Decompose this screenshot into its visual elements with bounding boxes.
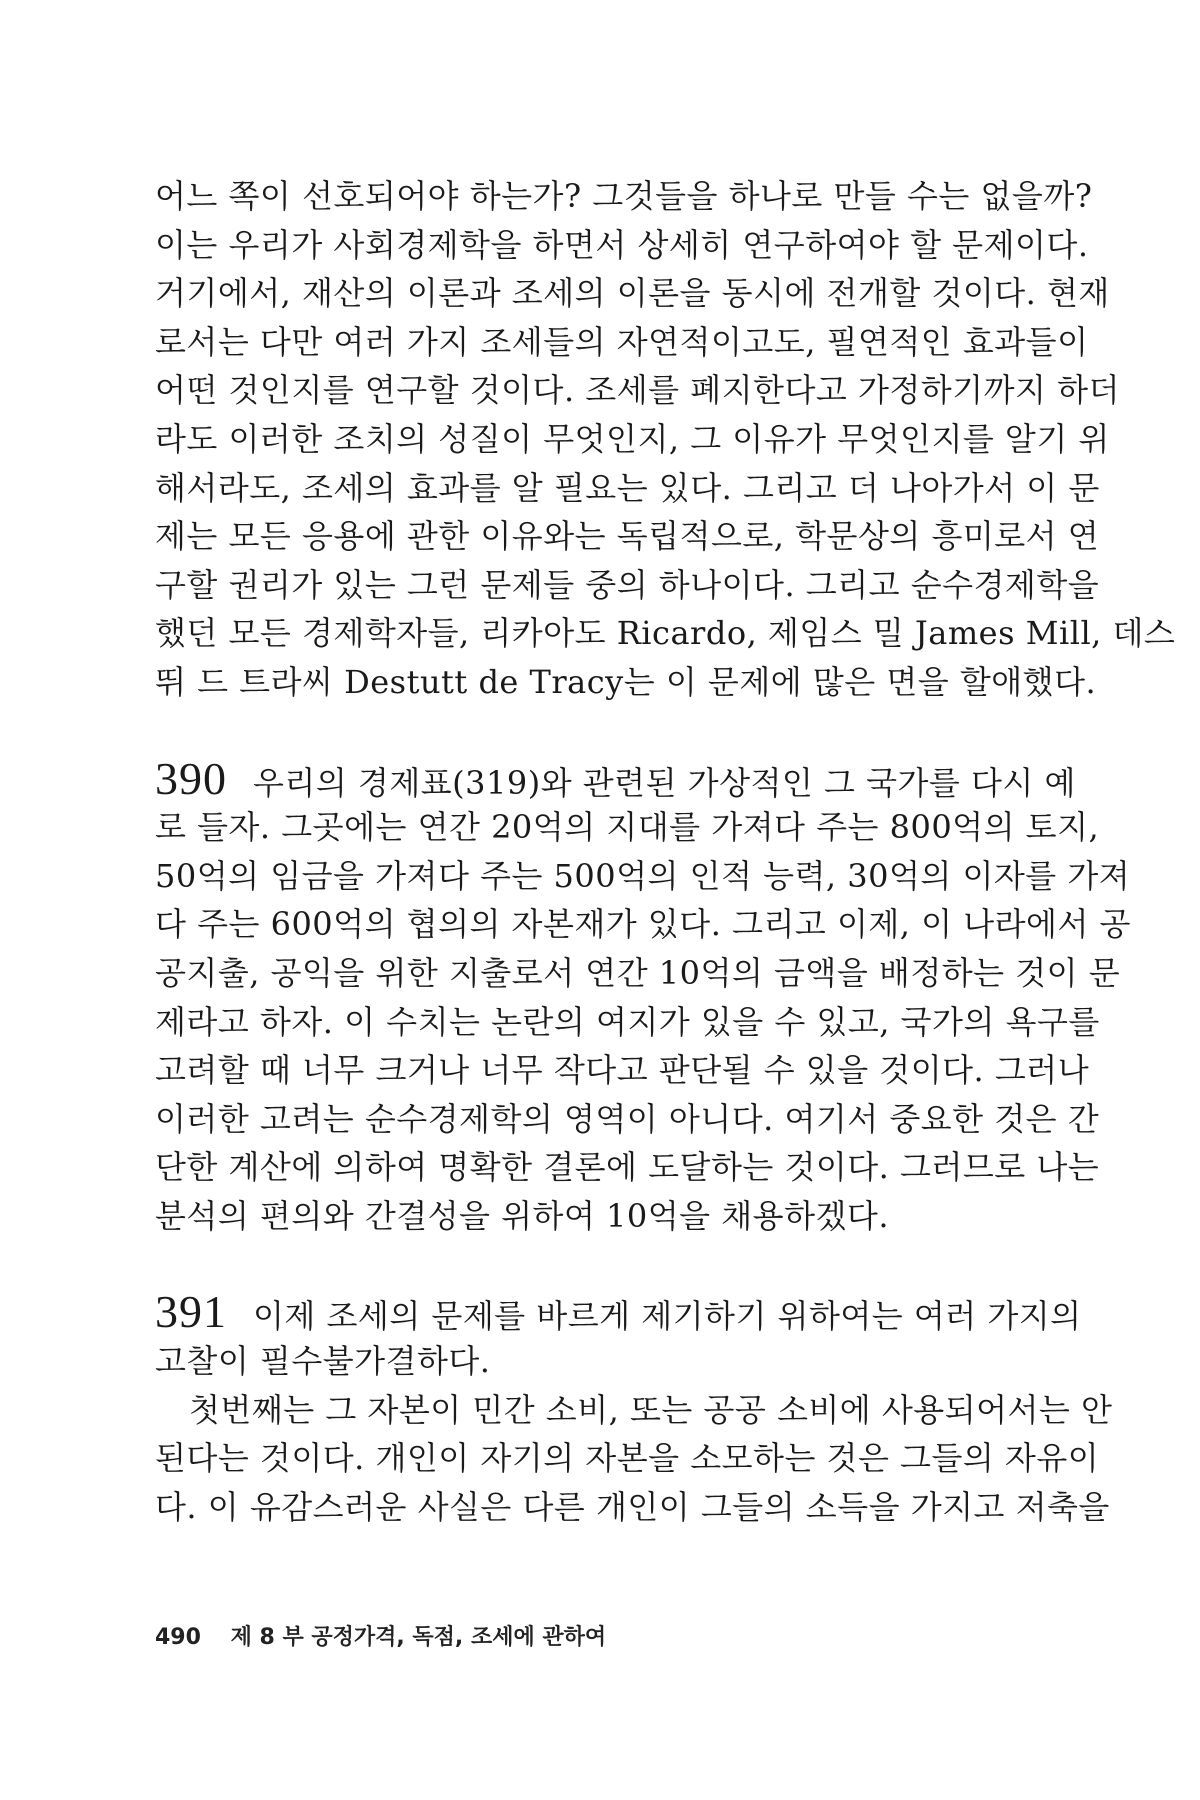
text-line: 이는 우리가 사회경제학을 하면서 상세히 연구하여야 할 문제이다. — [155, 225, 1089, 264]
text-line — [155, 1286, 1082, 1338]
page-footer — [155, 1620, 606, 1651]
text-line: 해서라도, 조세의 효과를 알 필요는 있다. 그리고 더 나아가서 이 문 — [155, 468, 1100, 507]
text-line: 로 들자. 그곳에는 연간 20억의 지대를 가져다 주는 800억의 토지, — [155, 808, 1100, 847]
text-line: 공지출, 공익을 위한 지출로서 연간 10억의 금액을 배정하는 것이 문 — [155, 953, 1121, 992]
text-line: 뛰 드 트라씨 Destutt de Tracy는 이 문제에 많은 면을 할애했다. — [155, 662, 1097, 701]
paragraph-gap — [155, 1240, 1050, 1288]
text-line: 고찰이 필수불가결하다. — [155, 1342, 491, 1381]
text-line: 첫번째는 그 자본이 민간 소비, 또는 공공 소비에 사용되어서는 안 — [189, 1390, 1113, 1429]
text-line: 했던 모든 경제학자들, 리카아도 Ricardo, 제임스 밀 James Mill, 데스 — [155, 614, 1176, 653]
text-line: 된다는 것이다. 개인이 자기의 자본을 소모하는 것은 그들의 자유이 — [155, 1439, 1100, 1478]
text-line: 제라고 하자. 이 수치는 논란의 여지가 있을 수 있고, 국가의 욕구를 — [155, 1002, 1100, 1041]
text-line-content: 우리의 경제표(319)와 관련된 가상적인 그 국가를 다시 예 — [253, 763, 1076, 802]
text-line: 어떤 것인지를 연구할 것이다. 조세를 폐지한다고 가정하기까지 하더 — [155, 371, 1120, 410]
section-number: 390 — [155, 752, 227, 804]
paragraph-first-point — [155, 1386, 1113, 1532]
section-number: 391 — [155, 1286, 227, 1338]
paragraph-gap — [155, 707, 1050, 755]
text-line: 라도 이러한 조치의 성질이 무엇인지, 그 이유가 무엇인지를 알기 위 — [155, 419, 1110, 458]
text-line: 제는 모든 응용에 관한 이유와는 독립적으로, 학문상의 흥미로서 연 — [155, 517, 1100, 556]
text-line: 다. 이 유감스러운 사실은 다른 개인이 그들의 소득을 가지고 저축을 — [155, 1487, 1110, 1526]
text-line: 다 주는 600억의 협의의 자본재가 있다. 그리고 이제, 이 나라에서 공 — [155, 905, 1131, 944]
text-line — [155, 752, 1076, 804]
text-line: 50억의 임금을 가져다 주는 500억의 인적 능력, 30억의 이자를 가져 — [155, 856, 1131, 895]
page-number: 490 — [155, 1625, 201, 1650]
text-line: 분석의 편의와 간결성을 위하여 10억을 채용하겠다. — [155, 1196, 889, 1235]
running-title: 제 8 부 공정가격, 독점, 조세에 관하여 — [230, 1625, 607, 1650]
text-line: 거기에서, 재산의 이론과 조세의 이론을 동시에 전개할 것이다. 현재 — [155, 274, 1110, 313]
text-line: 어느 쪽이 선호되어야 하는가? 그것들을 하나로 만들 수는 없을까? — [155, 177, 1093, 215]
paragraph-intro — [155, 172, 1176, 707]
page-body — [155, 172, 1176, 1531]
paragraph-390 — [155, 752, 1131, 1241]
paragraph-391 — [155, 1286, 1082, 1385]
text-line: 구할 권리가 있는 그런 문제들 중의 하나이다. 그리고 순수경제학을 — [155, 565, 1100, 604]
text-line: 이러한 고려는 순수경제학의 영역이 아니다. 여기서 중요한 것은 간 — [155, 1099, 1100, 1138]
text-line: 단한 계산에 의하여 명확한 결론에 도달하는 것이다. 그러므로 나는 — [155, 1148, 1100, 1187]
text-line: 로서는 다만 여러 가지 조세들의 자연적이고도, 필연적인 효과들이 — [155, 322, 1089, 361]
text-line-content: 이제 조세의 문제를 바르게 제기하기 위하여는 여러 가지의 — [253, 1297, 1082, 1336]
text-line: 고려할 때 너무 크거나 너무 작다고 판단될 수 있을 것이다. 그러나 — [155, 1051, 1090, 1090]
